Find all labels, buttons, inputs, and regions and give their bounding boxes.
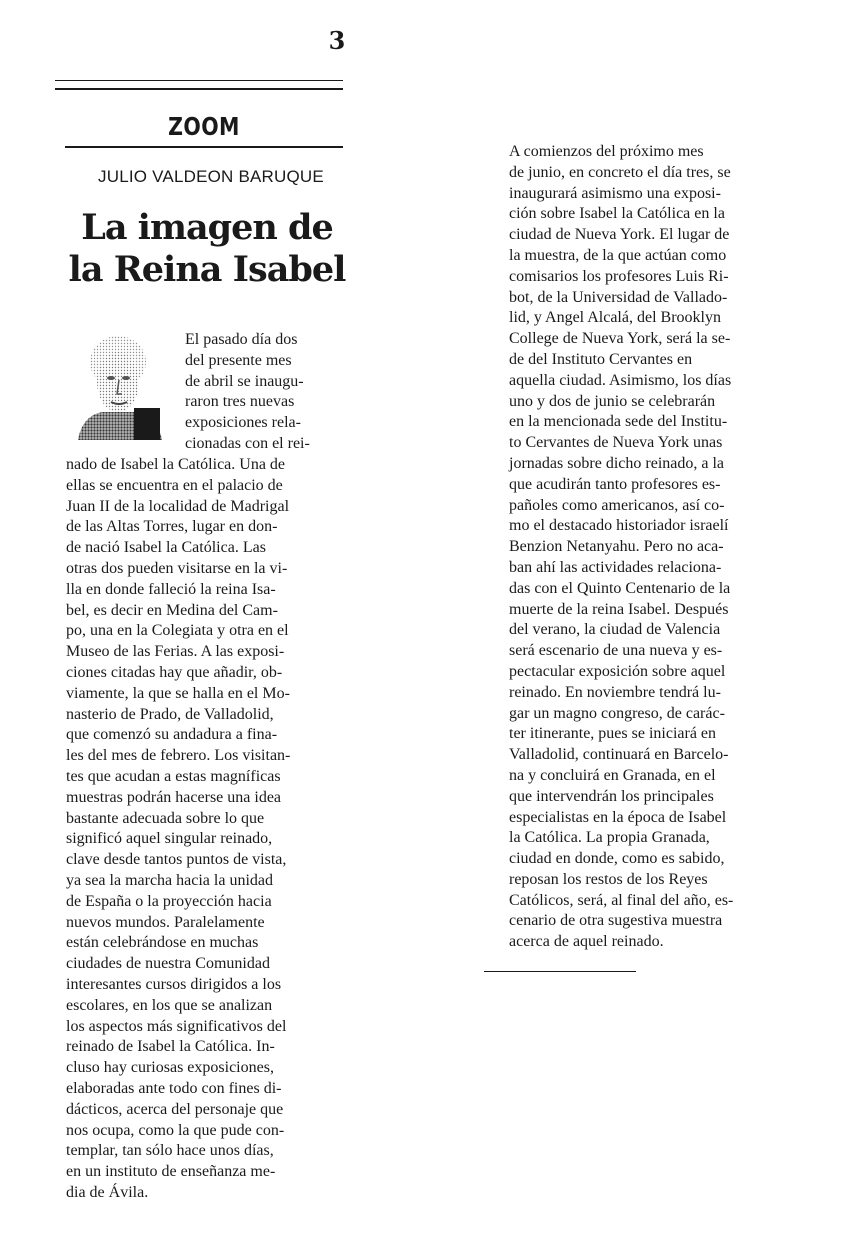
section-rule <box>65 146 343 148</box>
article-body-column-2: A comienzos del próximo mes de junio, en concreto el día tres, se inaugurará asimismo una exposi- ción sobre Isabel la Católica en la ciudad de Nueva York. El lugar de la muestra, de la que actúan como comisarios los profesores Luis Ri- bot, de la Universidad de Vallado- lid, y Angel Alcalá, del Brooklyn College de Nueva York, será la se- de del Instituto Cervantes en aquella ciudad. Asimismo, los días uno y dos de junio se celebrarán en la mencionada sede del Institu- to Cervantes de Nueva York unas jornadas sobre dicho reinado, a la que acudirán tanto profesores es- pañoles como americanos, así co- mo el destacado historiador israelí Benzion Netanyahu. Pero no aca- ban ahí las actividades relaciona- das con el Quinto Centenario de la muerte de la reina Isabel. Después del verano, la ciudad de Valencia será escenario de una nueva y es- pectacular exposición sobre aquel reinado. En noviembre tendrá lu- gar un magno congreso, de carác- ter itinerante, pues se iniciará en Valladolid, continuará en Barcelo- na y concluirá en Granada, en el que intervendrán los principales especialistas en la época de Isabel la Católica. La propia Granada, ciudad en donde, como es sabido, reposan los restos de los Reyes Católicos, será, al final del año, es- cenario de otra sugestiva muestra acerca de aquel reinado. <box>509 143 734 951</box>
page-number: 3 <box>328 26 346 55</box>
headline-line-2: la Reina Isabel <box>68 249 346 290</box>
article-body-column-1: nado de Isabel la Católica. Una de ellas se encuentra en el palacio de Juan II de la localidad de Madrigal de las Altas Torres, lugar en don- de nació Isabel la Católica. Las otras dos pueden visitarse en la vi- lla en donde falleció la reina Isa- bel, es decir en Medina del Cam- po, una en la Colegiata y otra en el Museo de las Ferias. A las exposi- ciones citadas hay que añadir, ob- viamente, la que se halla en el Mo- nasterio de Prado, de Valladolid, que comenzó su andadura a fina- les del mes de febrero. Los visitan- tes que acudan a estas magníficas muestras podrán hacerse una idea bastante adecuada sobre lo que significó aquel singular reinado, clave desde tantos puntos de vista, ya sea la marcha hacia la unidad de España o la proyección hacia nuevos mundos. Paralelamente están celebrándose en muchas ciudades de nuestra Comunidad interesantes cursos dirigidos a los escolares, en los que se analizan los aspectos más significativos del reinado de Isabel la Católica. In- cluso hay curiosas exposiciones, elaboradas ante todo con fines di- dácticos, acerca del personaje que nos ocupa, como la que pude con- templar, tan sólo hace unos días, en un instituto de enseñanza me- dia de Ávila. <box>66 456 291 1201</box>
top-rule-thick <box>55 88 343 90</box>
headline <box>62 207 352 291</box>
end-rule <box>484 971 636 972</box>
author-portrait <box>72 330 164 440</box>
headline-line-1: La imagen de <box>81 207 333 248</box>
top-rule <box>55 80 343 81</box>
section-label: ZOOM <box>168 112 240 141</box>
byline: JULIO VALDEON BARUQUE <box>98 167 324 186</box>
article-intro-text: El pasado día dos del presente mes de abril se inaugu- raron tres nuevas exposiciones rela- cionadas con el rei- <box>185 331 310 452</box>
